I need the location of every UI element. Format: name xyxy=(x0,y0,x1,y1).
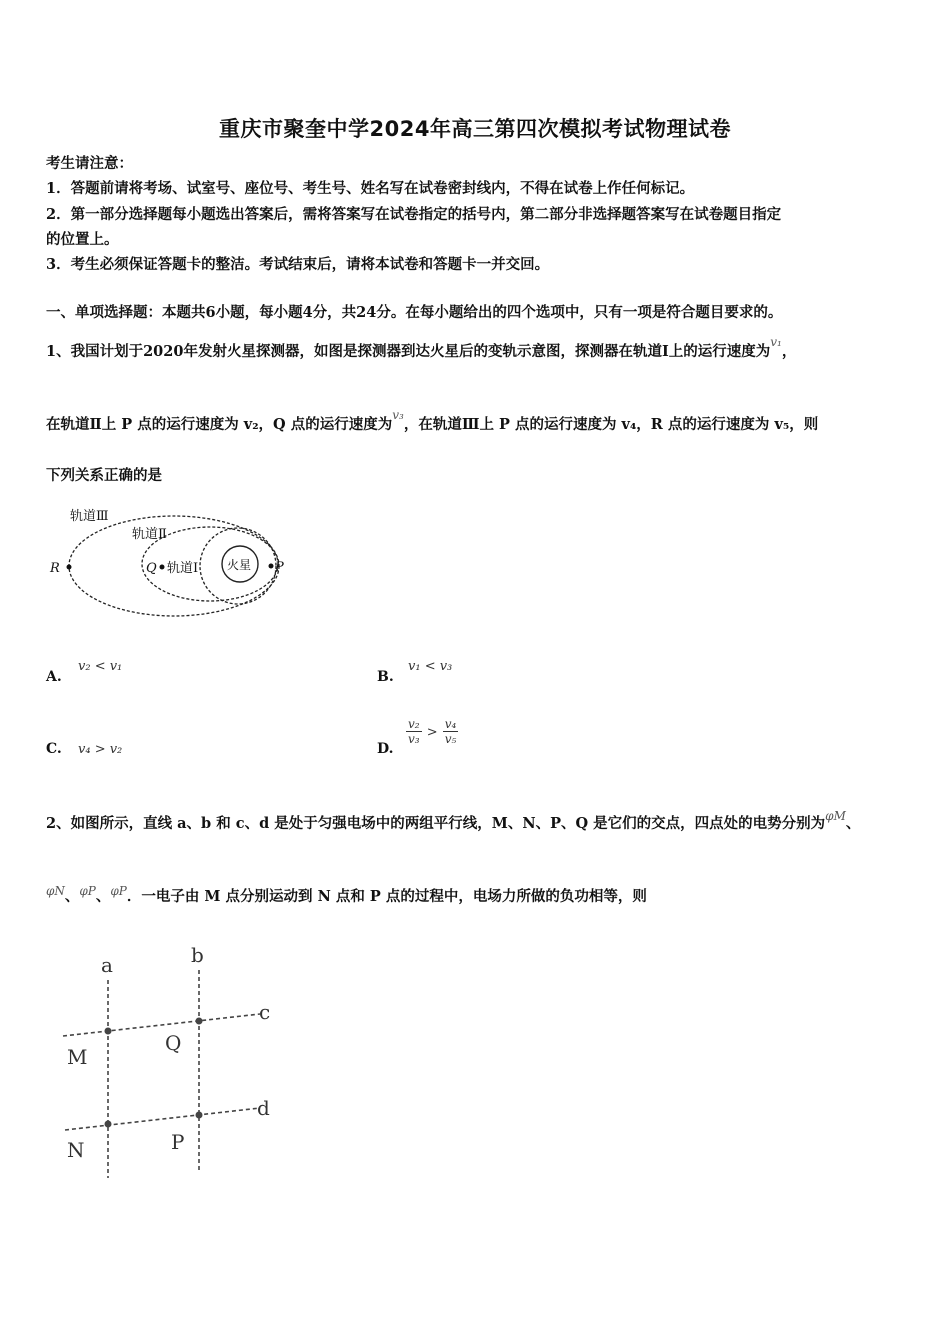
label-P: P xyxy=(171,1130,185,1154)
option-c-label[interactable]: C. xyxy=(46,741,62,757)
label-c: c xyxy=(259,1000,271,1024)
notice-item-2-cont: 的位置上。 xyxy=(46,231,119,248)
q2-line2 xyxy=(46,885,647,906)
point-P2 xyxy=(196,1112,203,1119)
label-orbit-1: 轨道Ⅰ xyxy=(167,561,199,576)
orbit-diagram xyxy=(40,500,300,620)
option-d-frac-2: $\frac{\text{v₄}}{\text{v₅}}$ xyxy=(444,717,457,746)
q1-line2a: 在轨道Ⅱ上 P 点的运行速度为 v₂，Q 点的运行速度为 xyxy=(46,416,393,433)
q1-v3: v₃ xyxy=(392,408,404,422)
q2-phiM: φM xyxy=(825,809,846,823)
field-line-diagram xyxy=(55,940,285,1180)
q2-phiP-2: φP xyxy=(110,884,127,898)
label-Q: Q xyxy=(165,1031,182,1055)
label-d: d xyxy=(257,1096,270,1120)
label-b: b xyxy=(191,943,204,967)
option-d-frac-1: $\frac{\text{v₂}}{\text{v₃}}$ xyxy=(408,717,420,746)
section-heading: 一、单项选择题：本题共6小题，每小题4分，共24分。在每小题给出的四个选项中，只有一项是符合题目要求的。 xyxy=(46,304,783,321)
q2-line1-text: 2、如图所示，直线 a、b 和 c、d 是处于匀强电场中的两组平行线，M、N、P、Q 是它们的交点，四点处的电势分别为 xyxy=(46,815,826,832)
option-b-expr[interactable]: v₁ < v₃ xyxy=(408,659,453,674)
label-mars: 火星 xyxy=(227,558,252,572)
option-a-expr[interactable]: v₂ < v₁ xyxy=(78,659,123,674)
label-P: P xyxy=(275,560,284,575)
label-orbit-3: 轨道Ⅲ xyxy=(70,509,109,524)
option-a-label[interactable]: A. xyxy=(46,669,62,685)
point-P xyxy=(269,564,274,569)
point-M xyxy=(105,1028,112,1035)
notice-item-2: 2．第一部分选择题每小题选出答案后，需将答案写在试卷指定的括号内，第二部分非选择题答案写在试卷题目指定 xyxy=(46,206,782,223)
q1-line2b: ，在轨道Ⅲ上 P 点的运行速度为 v₄，R 点的运行速度为 v₅，则 xyxy=(403,416,819,433)
q1-line2 xyxy=(46,408,819,434)
option-d-expr[interactable] xyxy=(406,717,458,746)
label-orbit-2: 轨道Ⅱ xyxy=(132,527,167,542)
label-Q: Q xyxy=(146,561,157,576)
q2-line2-text: ．一电子由 M 点分别运动到 N 点和 P 点的过程中，电场力所做的负功相等，则 xyxy=(126,888,647,905)
line-c xyxy=(63,1014,260,1036)
page-title: 重庆市聚奎中学2024年高三第四次模拟考试物理试卷 xyxy=(219,117,731,141)
q2-phiN: φN xyxy=(46,884,65,898)
q1-line1-end: ， xyxy=(781,343,797,360)
notice-item-1: 1．答题前请将考场、试室号、座位号、考生号、姓名写在试卷密封线内，不得在试卷上作任何标记。 xyxy=(46,180,695,197)
label-N: N xyxy=(67,1138,85,1162)
option-b-label[interactable]: B. xyxy=(377,669,394,685)
q2-line1-end: 、 xyxy=(845,815,861,832)
point-N xyxy=(105,1121,112,1128)
q1-line1-text: 1、我国计划于2020年发射火星探测器，如图是探测器到达火星后的变轨示意图，探测器在轨道Ⅰ上的运行速度为 xyxy=(46,343,771,360)
point-R xyxy=(67,565,72,570)
q1-v1: v₁ xyxy=(770,335,782,349)
option-d-label[interactable]: D. xyxy=(377,741,394,757)
q1-line1 xyxy=(46,335,797,361)
q2-line1 xyxy=(46,809,861,833)
q2-sep1: 、 xyxy=(64,888,80,905)
q2-phiP: φP xyxy=(79,884,96,898)
q2-sep2: 、 xyxy=(95,888,111,905)
label-a: a xyxy=(101,953,113,977)
label-R: R xyxy=(50,561,60,576)
q1-line3: 下列关系正确的是 xyxy=(46,467,162,484)
notice-item-3: 3．考生必须保证答题卡的整洁。考试结束后，请将本试卷和答题卡一并交回。 xyxy=(46,256,550,273)
option-d-op: > xyxy=(426,725,438,740)
point-Q xyxy=(160,565,165,570)
option-c-expr[interactable]: v₄ > v₂ xyxy=(78,742,123,757)
point-Q2 xyxy=(196,1018,203,1025)
notice-heading: 考生请注意： xyxy=(46,155,133,172)
line-d xyxy=(65,1108,260,1130)
label-M: M xyxy=(67,1045,88,1069)
